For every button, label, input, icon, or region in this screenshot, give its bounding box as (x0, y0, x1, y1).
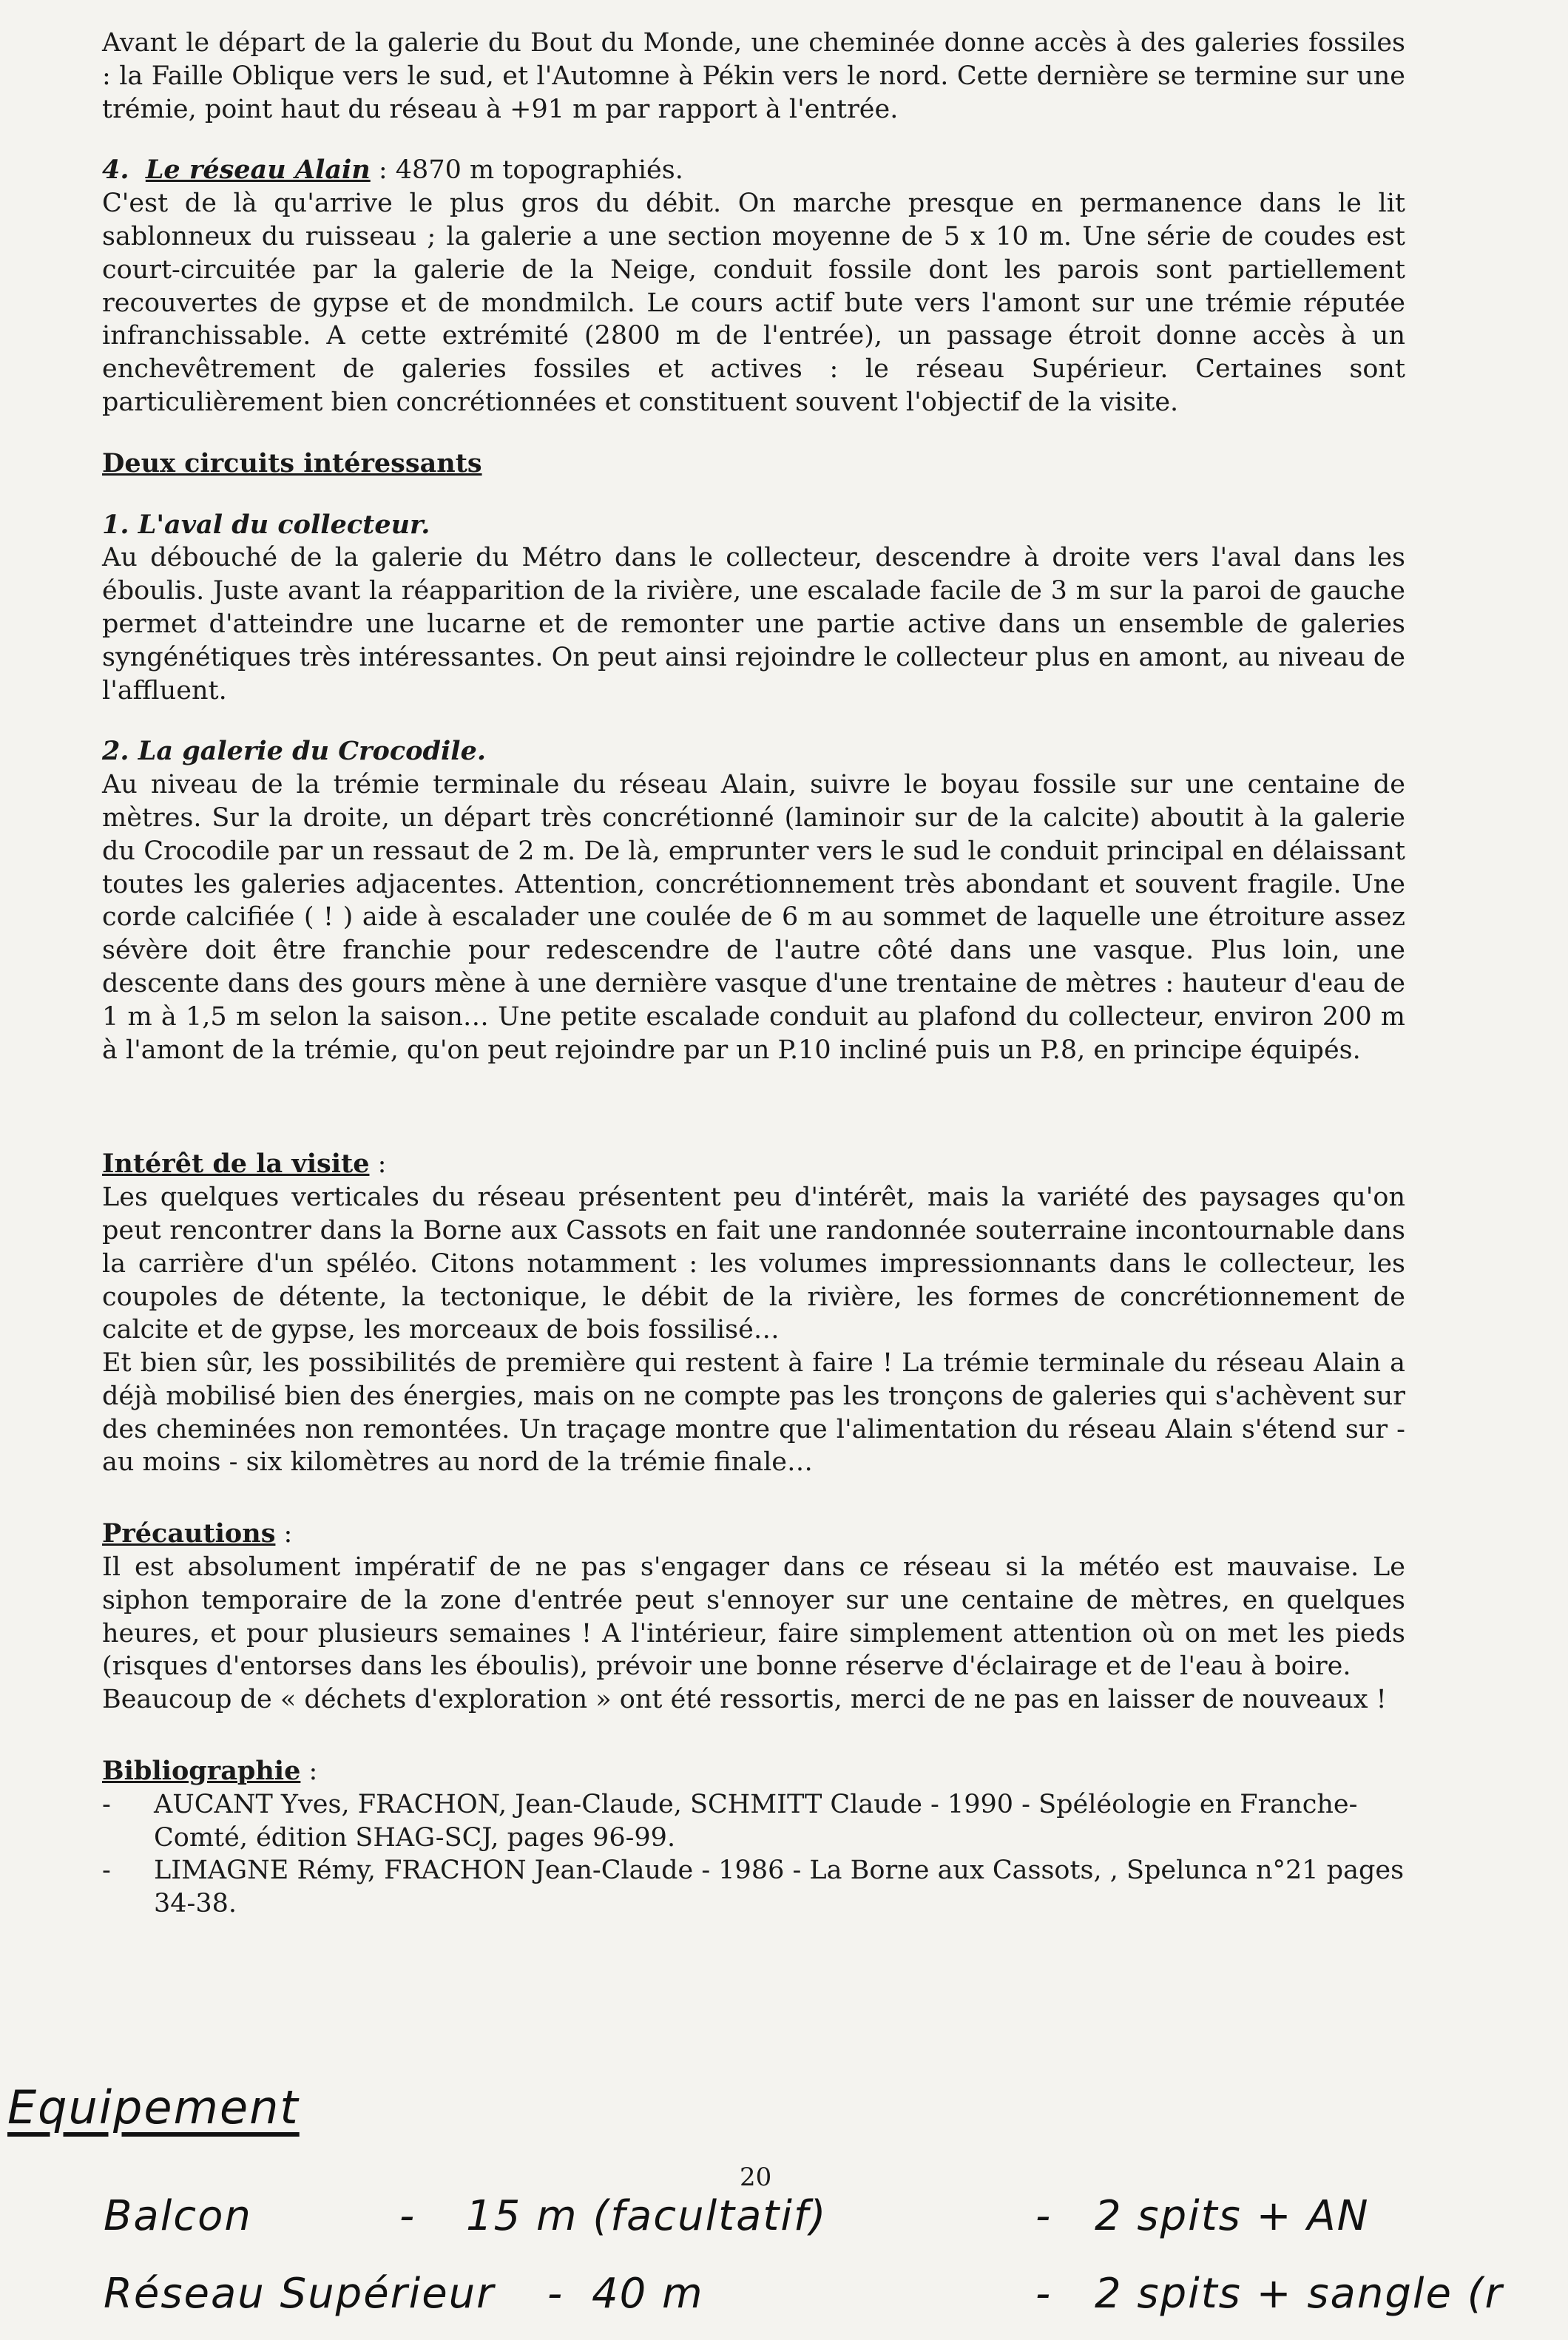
circuit-2-title: 2. La galerie du Crocodile. (102, 736, 487, 767)
section-reseau-alain-heading (102, 154, 1405, 187)
interet-heading: Intérêt de la visite : (102, 1149, 387, 1180)
interet-paragraph-1: Les quelques verticales du réseau présentent peu d'intérêt, mais la variété des paysages qu'on peut rencontrer dans la Borne aux Cassots en fait une randonnée souterraine incontournable dans la carrière d'un spéléo. Citons notamment : les volumes impressionnants dans le collecteur, les coupoles de détente, la tectonique, le débit de la rivière, les formes de concrétionnement de calcite et de gypse, les morceaux de bois fossilisé… (102, 1183, 1405, 1345)
handwritten-row-name: Réseau Supérieur (104, 2270, 496, 2318)
handwritten-row-name: Balcon (104, 2192, 252, 2240)
precautions-paragraph-1: Il est absolument impératif de ne pas s'engager dans ce réseau si la météo est mauvaise. Le siphon temporaire de la zone d'entrée peut s'ennoyer sur une centaine de mètres, en quelques heures, et pour plusieurs semaines ! A l'intérieur, faire simplement attention où on met les pieds (risques d'entorses dans les éboulis), prévoir une bonne réserve d'éclairage et de l'eau à boire. (102, 1552, 1405, 1682)
handwritten-row: Réseau Supérieur - 40 m - 2 spits + sangle (r (104, 2270, 1504, 2318)
handwritten-row-length: 40 m (592, 2270, 704, 2318)
bibliography-list (102, 1788, 1405, 1921)
section-title: Le réseau Alain (145, 155, 371, 186)
page-number: 20 (740, 2163, 772, 2192)
circuit-1-title: 1. L'aval du collecteur. (102, 509, 430, 540)
bibliography-item: - AUCANT Yves, FRACHON, Jean-Claude, SCHMITT Claude - 1990 - Spéléologie en Franche-Comté, édition SHAG-SCJ, pages 96-99. (102, 1788, 1405, 1855)
section-suffix: : 4870 m topographiés. (370, 155, 683, 186)
bibliographie-heading: Bibliographie : (102, 1756, 318, 1787)
interet-paragraph-2: Et bien sûr, les possibilités de première qui restent à faire ! La trémie terminale du réseau Alain a déjà mobilisé bien des énergies, mais on ne compte pas les tronçons de galeries qui s'achèvent sur des cheminées non remontées. Un traçage montre que l'alimentation du réseau Alain s'étend sur - au moins - six kilomètres au nord de la trémie finale… (102, 1348, 1405, 1478)
paragraph-reseau-alain: C'est de là qu'arrive le plus gros du débit. On marche presque en permanence dans le lit sablonneux du ruisseau ; la galerie a une section moyenne de 5 x 10 m. Une série de coudes est court-circuitée par la galerie de la Neige, conduit fossile dont les parois sont partiellement recouvertes de gypse et de mondmilch. Le cours actif bute vers l'amont sur une trémie réputée infranchissable. A cette extrémité (2800 m de l'entrée), un passage étroit donne accès à un enchevêtrement de galeries fossiles et actives : le réseau Supérieur. Certaines sont particulièrement bien concrétionnées et constituent souvent l'objectif de la visite. (102, 189, 1405, 417)
handwritten-row-length: 15 m (facultatif) (466, 2192, 828, 2240)
section-number: 4. (102, 155, 129, 186)
handwritten-equipment-title: Equipement (7, 2080, 300, 2134)
handwritten-row: Balcon - 15 m (facultatif) - 2 spits + AN (104, 2192, 1370, 2240)
circuit-2-text: Au niveau de la trémie terminale du réseau Alain, suivre le boyau fossile sur une centaine de mètres. Sur la droite, un départ très concrétionné (laminoir sur de la calcite) aboutit à la galerie du Crocodile par un ressaut de 2 m. De là, emprunter vers le sud le conduit principal en délaissant toutes les galeries adjacentes. Attention, concrétionnement très abondant et souvent fragile. Une corde calcifiée ( ! ) aide à escalader une coulée de 6 m au sommet de laquelle une étroiture assez sévère doit être franchie pour redescendre de l'autre côté dans une vasque. Plus loin, une descente dans des gours mène à une dernière vasque d'une trentaine de mètres : hauteur d'eau de 1 m à 1,5 m selon la saison… Une petite escalade conduit au plafond du collecteur, environ 200 m à l'amont de la trémie, qu'on peut rejoindre par un P.10 incliné puis un P.8, en principe équipés. (102, 770, 1405, 1065)
circuits-heading: Deux circuits intéressants (102, 447, 482, 479)
bibliography-item: - LIMAGNE Rémy, FRACHON Jean-Claude - 1986 - La Borne aux Cassots, , Spelunca n°21 pages 34-38. (102, 1854, 1405, 1921)
precautions-heading: Précautions : (102, 1518, 293, 1549)
circuit-1-text: Au débouché de la galerie du Métro dans le collecteur, descendre à droite vers l'aval dans les éboulis. Juste avant la réapparition de la rivière, une escalade facile de 3 m sur la paroi de gauche permet d'atteindre une lucarne et de remonter une partie active dans un ensemble de galeries syngénétiques très intéressantes. On peut ainsi rejoindre le collecteur plus en amont, au niveau de l'affluent. (102, 543, 1405, 706)
paragraph-intro: Avant le départ de la galerie du Bout du Monde, une cheminée donne accès à des galeries fossiles : la Faille Oblique vers le sud, et l'Automne à Pékin vers le nord. Cette dernière se termine sur une trémie, point haut du réseau à +91 m par rapport à l'entrée. (102, 28, 1405, 124)
handwritten-row-gear: 2 spits + AN (1095, 2192, 1370, 2240)
precautions-paragraph-2: Beaucoup de « déchets d'exploration » ont été ressortis, merci de ne pas en laisser de nouveaux ! (102, 1685, 1387, 1715)
handwritten-row-gear: 2 spits + sangle (r (1095, 2270, 1504, 2318)
